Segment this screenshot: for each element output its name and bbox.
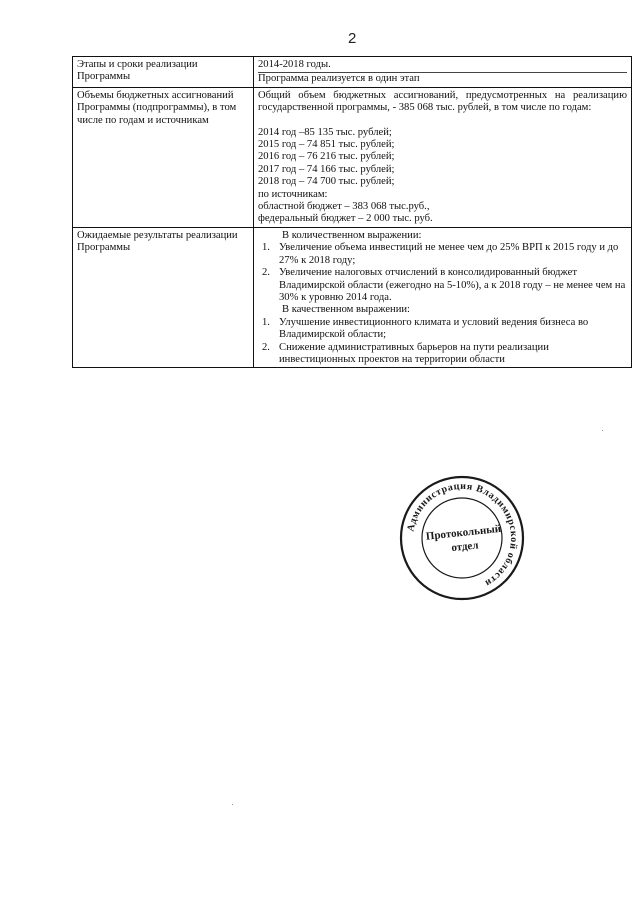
budget-year-2016: 2016 год – 76 216 тыс. рублей; xyxy=(258,151,395,163)
scan-speck xyxy=(602,430,603,431)
stages-years: 2014-2018 годы. xyxy=(258,59,331,70)
quant-heading: В количественном выражении: xyxy=(282,229,422,241)
results-label: Ожидаемые результаты реализации Программы xyxy=(73,227,254,367)
budget-year-2014: 2014 год –85 135 тыс. рублей; xyxy=(258,126,392,138)
budget-year-2015: 2015 год – 74 851 тыс. рублей; xyxy=(258,139,395,151)
budget-value xyxy=(254,87,632,227)
qual-list xyxy=(258,317,627,367)
budget-label: Объемы бюджетных ассигнований Программы (подпрограммы), в том числе по годам и источникам xyxy=(73,87,254,227)
list-item: 1. Улучшение инвестиционного климата и условий ведения бизнеса во Владимирской области; xyxy=(262,316,589,341)
list-item: 2. Увеличение налоговых отчислений в консолидированный бюджет Владимирской области (ежегодно на 5-10%), а к 2018 году – не менее чем на 30% к уровню 2014 года. xyxy=(262,267,626,303)
quant-list xyxy=(258,242,627,304)
list-item: 1. Увеличение объема инвестиций не менее чем до 25% ВРП к 2015 году и до 27% к 2018 году; xyxy=(262,242,619,266)
page-number: 2 xyxy=(348,30,357,47)
program-passport-table xyxy=(72,56,632,368)
scan-speck xyxy=(232,804,233,805)
budget-intro: Общий объем бюджетных ассигнований, предусмотренных на реализацию государственной программы, - 385 068 тыс. рублей, в том числе по годам: xyxy=(258,89,627,114)
table-row-budget xyxy=(73,87,632,227)
budget-sources-heading: по источникам: xyxy=(258,188,328,200)
stages-note: Программа реализуется в один этап xyxy=(258,73,420,85)
qual-heading: В качественном выражении: xyxy=(282,304,410,316)
budget-source-regional: областной бюджет – 383 068 тыс.руб., xyxy=(258,201,430,213)
seal-center-line-1: Протокольный xyxy=(425,522,502,543)
list-item: 2. Снижение административных барьеров на пути реализации инвестиционных проектов на территории области xyxy=(262,341,549,365)
budget-source-federal: федеральный бюджет – 2 000 тыс. руб. xyxy=(258,213,433,225)
budget-year-2017: 2017 год – 74 166 тыс. рублей; xyxy=(258,163,395,175)
seal-ring-text: Администрация Владимирской области xyxy=(405,480,520,589)
table-row-stages xyxy=(73,57,632,88)
stages-value xyxy=(254,57,632,88)
seal-center-line-2: отдел xyxy=(450,539,480,555)
stages-label: Этапы и сроки реализации Программы xyxy=(73,57,254,88)
results-value xyxy=(254,227,632,367)
budget-year-2018: 2018 год – 74 700 тыс. рублей; xyxy=(258,176,395,188)
table-row-results xyxy=(73,227,632,367)
official-seal xyxy=(398,474,526,602)
